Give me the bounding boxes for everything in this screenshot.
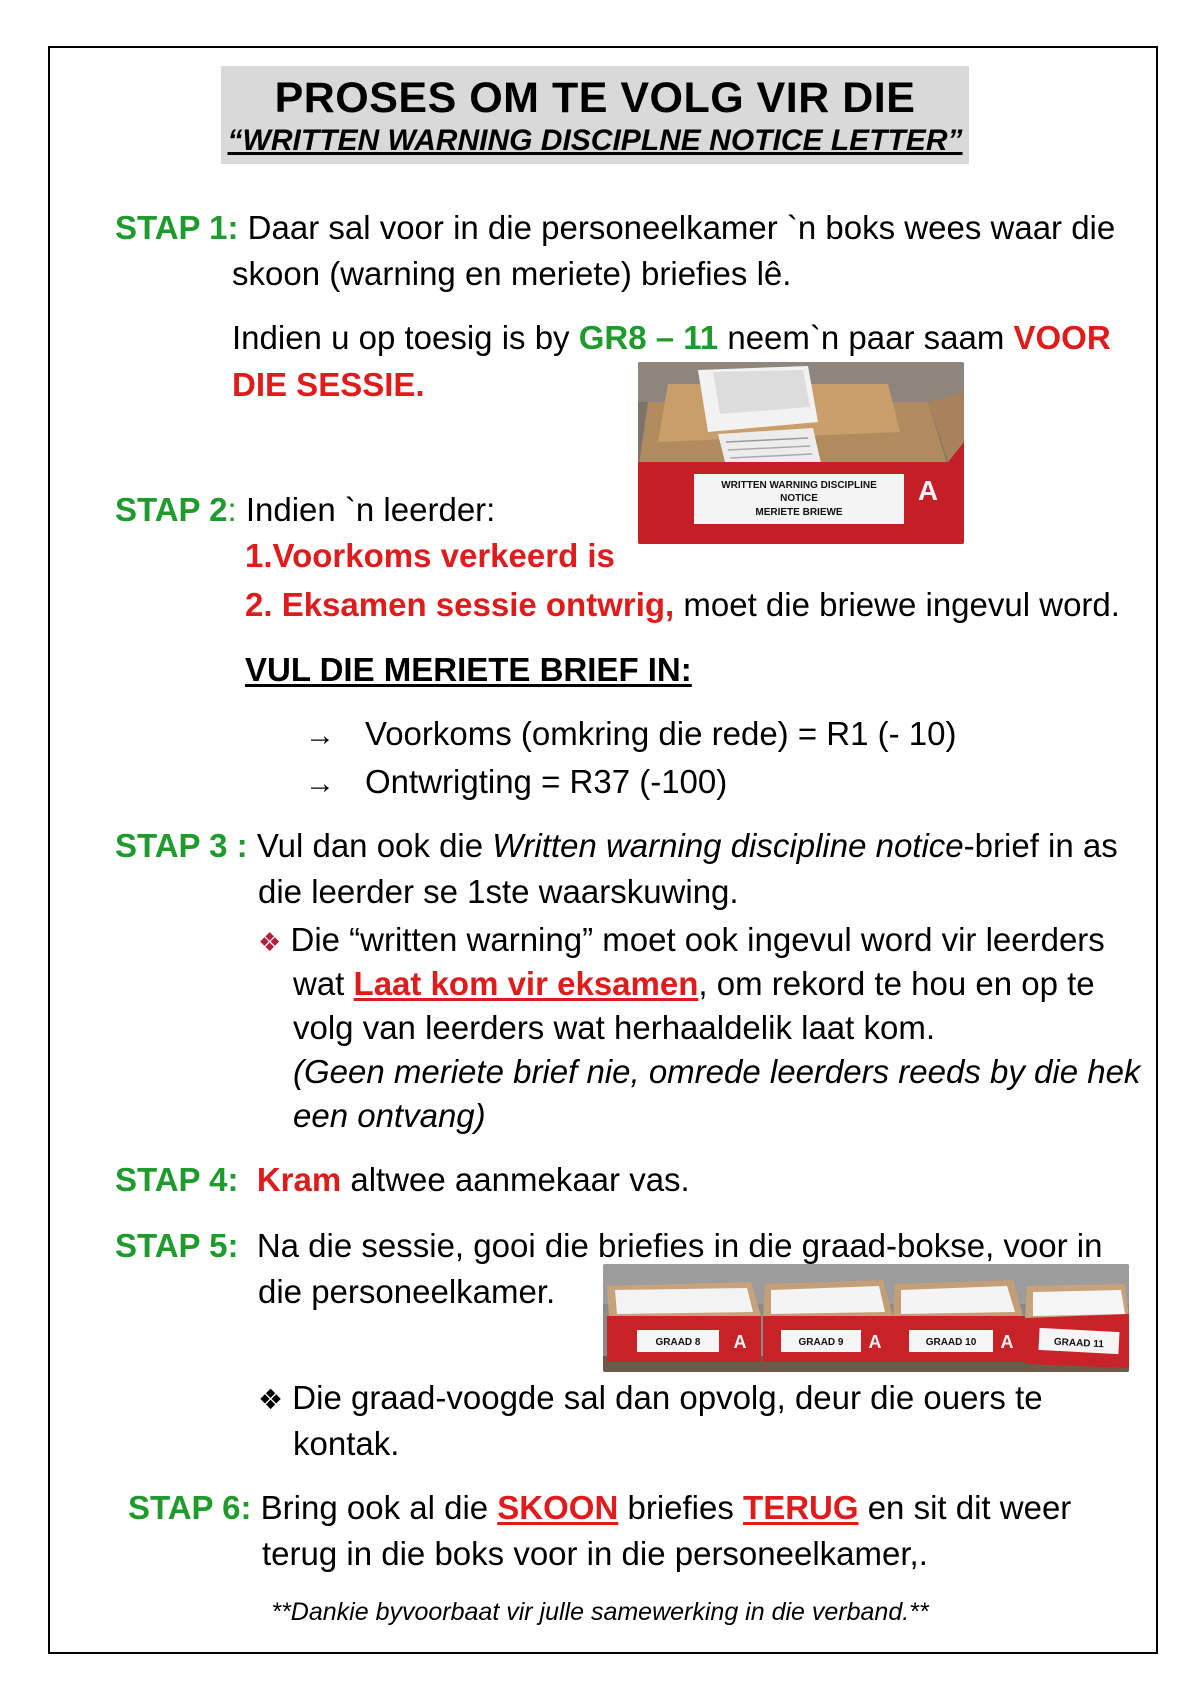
arrow-item-1-text: Voorkoms (omkring die rede) = R1 (- 10)	[365, 715, 957, 752]
box-label-line-2: NOTICE	[780, 493, 818, 504]
step1-voor: VOOR	[1013, 319, 1111, 356]
step3-bullet-b-post: , om rekord te hou en op te	[698, 965, 1095, 1002]
diamond-bullet-icon: ❖	[258, 1384, 284, 1415]
step3-bullet-e: een ontvang)	[293, 1097, 486, 1134]
box-label-line-3: MERIETE BRIEWE	[755, 507, 843, 518]
step3-text-a-pre: Vul dan ook die	[256, 827, 493, 864]
diamond-bullet-icon: ❖	[258, 927, 282, 957]
step6-label: STAP 6:	[128, 1489, 252, 1526]
step3-text-a-italic: Written warning discipline notice	[492, 827, 964, 864]
arrow-right-icon: →	[305, 767, 335, 800]
title-line-1: PROSES OM TE VOLG VIR DIE	[274, 74, 916, 122]
step3-text-a-post: -brief in as	[963, 827, 1118, 864]
step4-rest: altwee aanmekaar vas.	[341, 1161, 690, 1198]
step2-colon: :	[227, 491, 237, 528]
graad-box-11	[1025, 1284, 1129, 1368]
step2-item-2-red: 2. Eksamen sessie ontwrig,	[245, 586, 675, 623]
graad-9-letter: A	[868, 1332, 882, 1352]
step6-mid: briefies	[618, 1489, 744, 1526]
step3-text-b: die leerder se 1ste waarskuwing.	[258, 873, 739, 910]
step5-bullet-b: kontak.	[293, 1425, 400, 1462]
step2-intro: Indien `n leerder:	[245, 491, 496, 528]
step2-line-intro	[115, 490, 495, 530]
graad-box-10	[893, 1280, 1025, 1362]
step5-label: STAP 5:	[115, 1227, 239, 1264]
title-banner	[221, 66, 969, 164]
step3-bullet-c: volg van leerders wat herhaaldelik laat kom.	[293, 1009, 936, 1046]
step6-pre: Bring ook al die	[260, 1489, 498, 1526]
step5-text-a: Na die sessie, gooi die briefies in die graad-bokse, voor in	[256, 1227, 1103, 1264]
step3-bullet-d: (Geen meriete brief nie, omrede leerders reeds by die hek	[293, 1053, 1141, 1090]
step2-label: STAP 2	[115, 491, 228, 528]
graad-9-label: GRAAD 9	[798, 1337, 844, 1348]
arrow-item-2-text: Ontwrigting = R37 (-100)	[365, 763, 728, 800]
step1-line-c	[232, 318, 1111, 358]
step3-bullet-b-pre: wat	[293, 965, 354, 1002]
graad-box-8	[607, 1282, 761, 1362]
box-label-line-1: WRITTEN WARNING DISCIPLINE	[721, 480, 877, 491]
step4-label: STAP 4:	[115, 1161, 239, 1198]
step3-bullet-a: Die “written warning” moet ook ingevul word vir leerders	[290, 921, 1105, 958]
graad-11-label: GRAAD 11	[1053, 1336, 1105, 1351]
skoon-text: SKOON	[497, 1489, 619, 1526]
letters-box-photo	[638, 362, 964, 544]
graad-boxes-photo	[603, 1264, 1129, 1372]
step1-text-a: Daar sal voor in die personeelkamer `n boks wees waar die	[247, 209, 1116, 246]
step1-grade-range: GR8 – 11	[578, 319, 719, 356]
step4-line	[115, 1160, 690, 1200]
step5-bullet-a: Die graad-voogde sal dan opvolg, deur die ouers te	[292, 1379, 1043, 1416]
step1-line-a	[115, 208, 1115, 248]
graad-8-letter: A	[733, 1332, 747, 1352]
title-line-2: “WRITTEN WARNING DISCIPLNE NOTICE LETTER”	[227, 124, 963, 157]
step1-text-c-pre: Indien u op toesig is by	[232, 319, 579, 356]
step1-text-b: skoon (warning en meriete) briefies lê.	[232, 255, 792, 292]
graad-10-letter: A	[1000, 1332, 1014, 1352]
step1-die-sessie: DIE SESSIE.	[232, 366, 425, 403]
meriete-brief-heading: VUL DIE MERIETE BRIEF IN:	[245, 651, 692, 688]
graad-boxes-illustration	[603, 1264, 1129, 1372]
graad-10-label: GRAAD 10	[925, 1337, 977, 1348]
step1-text-c-mid: neem`n paar saam	[718, 319, 1014, 356]
step6-line-b: terug in die boks voor in die personeelkamer,.	[262, 1535, 928, 1572]
graad-box-9	[763, 1280, 893, 1362]
arrow-item-2	[305, 762, 727, 804]
graad-8-label: GRAAD 8	[655, 1337, 701, 1348]
arrow-item-1	[305, 714, 956, 756]
step2-item-2-rest: moet die briewe ingevul word.	[674, 586, 1120, 623]
step3-label: STAP 3 :	[115, 827, 248, 864]
step2-item-1: 1.Voorkoms verkeerd is	[245, 537, 615, 574]
footer-thanks: **Dankie byvoorbaat vir julle samewerking in die verband.**	[271, 1598, 929, 1626]
step6-line-a	[128, 1488, 1071, 1528]
laat-kom-text: Laat kom vir eksamen	[353, 965, 699, 1002]
step5-bullet-line-a	[258, 1378, 1043, 1420]
step3-bullet-line-b	[293, 964, 1095, 1004]
step3-bullet-line-a	[258, 920, 1105, 962]
step5-line-a	[115, 1226, 1102, 1266]
arrow-right-icon: →	[305, 719, 335, 752]
step4-kram: Kram	[256, 1161, 342, 1198]
step1-label: STAP 1:	[115, 209, 239, 246]
step2-item-2	[245, 585, 1120, 625]
terug-text: TERUG	[743, 1489, 859, 1526]
step3-line-a	[115, 826, 1118, 866]
step5-text-b: die personeelkamer.	[258, 1273, 556, 1310]
step6-post: en sit dit weer	[858, 1489, 1072, 1526]
letters-box-illustration	[638, 362, 964, 544]
box-letter: A	[917, 475, 939, 506]
